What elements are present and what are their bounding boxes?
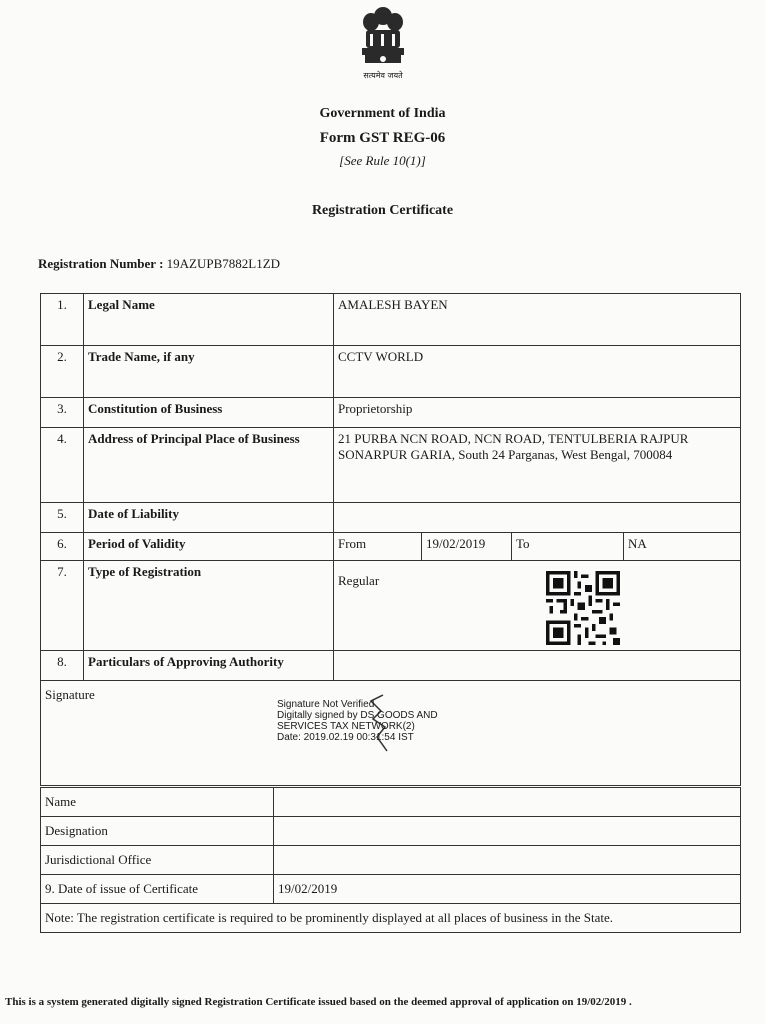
- authority-value: [274, 846, 741, 875]
- row-label: Date of Liability: [84, 503, 334, 533]
- row-number: 1.: [41, 294, 84, 346]
- government-heading: Government of India: [319, 106, 446, 121]
- row-number: 2.: [41, 346, 84, 398]
- table-row: [41, 561, 741, 651]
- row-number: 3.: [41, 398, 84, 428]
- authority-value: [274, 788, 741, 817]
- row-number: 8.: [41, 651, 84, 681]
- authority-details-table: [40, 787, 741, 933]
- row-label: Type of Registration: [84, 561, 334, 651]
- signature-status: Signature Not Verified: [277, 699, 375, 710]
- rule-reference: [See Rule 10(1)]: [339, 153, 426, 168]
- table-row: [41, 875, 741, 904]
- row-label: Period of Validity: [84, 533, 334, 561]
- registration-number-label: Registration Number :: [38, 256, 164, 271]
- date-of-liability-value: [334, 503, 741, 533]
- qr-code-icon: [546, 571, 620, 645]
- table-row: [41, 346, 741, 398]
- row-label: Trade Name, if any: [84, 346, 334, 398]
- row-label: Legal Name: [84, 294, 334, 346]
- table-row: [41, 846, 741, 875]
- registration-number-line: [38, 256, 280, 272]
- validity-from-value: 19/02/2019: [422, 533, 512, 561]
- row-number: 4.: [41, 428, 84, 503]
- note-row: [41, 904, 741, 933]
- table-row: [41, 817, 741, 846]
- authority-value: [274, 817, 741, 846]
- certificate-title: Registration Certificate: [311, 203, 454, 218]
- signature-row: [41, 681, 741, 786]
- signature-date: Date: 2019.02.19 00:31:54 IST: [277, 732, 414, 743]
- signature-line: Digitally signed by DS GOODS AND: [277, 710, 438, 721]
- date-of-issue-value: 19/02/2019: [274, 875, 741, 904]
- table-row: [41, 533, 741, 561]
- registration-type-value: Regular: [338, 573, 380, 588]
- emblem-motto: सत्यमेव जयते: [363, 71, 403, 80]
- approving-authority-value: [334, 651, 741, 681]
- authority-label: Jurisdictional Office: [41, 846, 274, 875]
- table-row: [41, 788, 741, 817]
- authority-label: Designation: [41, 817, 274, 846]
- address-value: 21 PURBA NCN ROAD, NCN ROAD, TENTULBERIA RAJPUR SONARPUR GARIA, South 24 Parganas, West Bengal, 700084: [334, 428, 741, 503]
- constitution-value: Proprietorship: [334, 398, 741, 428]
- table-row: [41, 428, 741, 503]
- authority-label: 9. Date of issue of Certificate: [41, 875, 274, 904]
- row-label: Particulars of Approving Authority: [84, 651, 334, 681]
- footer-notice: This is a system generated digitally signed Registration Certificate issued based on the deemed approval of application on 19/02/2019 .: [5, 996, 632, 1008]
- national-emblem-icon: [352, 4, 414, 74]
- form-title: Form GST REG-06: [319, 130, 446, 146]
- table-row: [41, 503, 741, 533]
- signature-cell: [41, 681, 741, 786]
- validity-from-label: From: [334, 533, 422, 561]
- row-number: 5.: [41, 503, 84, 533]
- digital-signature-block: [277, 699, 438, 743]
- row-number: 7.: [41, 561, 84, 651]
- signature-label: Signature: [45, 687, 95, 702]
- validity-to-label: To: [512, 533, 624, 561]
- table-row: [41, 398, 741, 428]
- trade-name-value: CCTV WORLD: [334, 346, 741, 398]
- note-text: Note: The registration certificate is required to be prominently displayed at all places of business in the State.: [41, 904, 741, 933]
- row-label: Address of Principal Place of Business: [84, 428, 334, 503]
- legal-name-value: AMALESH BAYEN: [334, 294, 741, 346]
- table-row: [41, 294, 741, 346]
- row-number: 6.: [41, 533, 84, 561]
- row-label: Constitution of Business: [84, 398, 334, 428]
- validity-to-value: NA: [624, 533, 741, 561]
- table-row: [41, 651, 741, 681]
- registration-type-cell: [334, 561, 741, 651]
- registration-number-value: 19AZUPB7882L1ZD: [166, 256, 281, 271]
- signature-line: SERVICES TAX NETWORK(2): [277, 721, 415, 732]
- authority-label: Name: [41, 788, 274, 817]
- registration-details-table: [40, 293, 741, 786]
